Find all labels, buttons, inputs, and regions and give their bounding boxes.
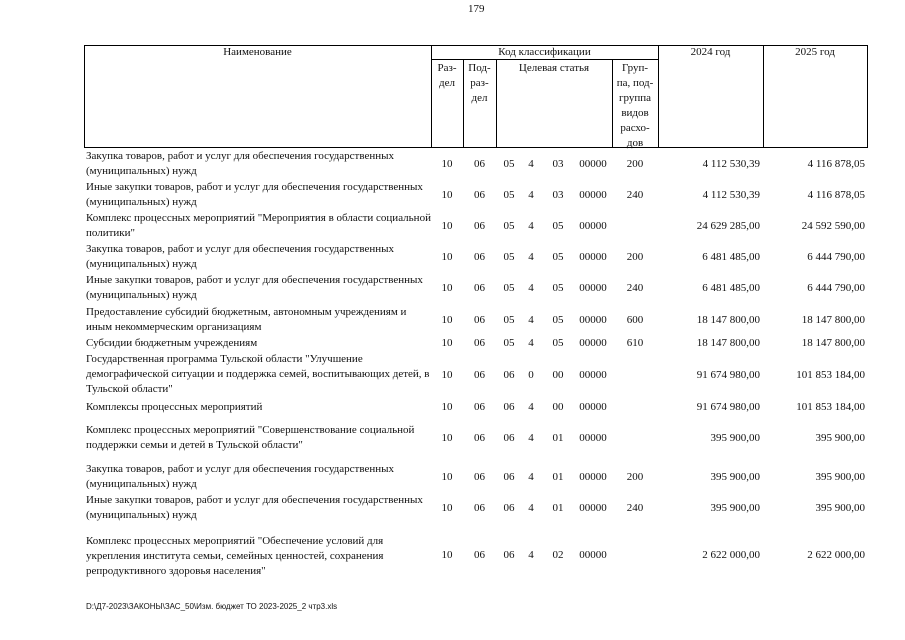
row-target-direction: 00000 bbox=[579, 549, 607, 561]
row-target-complex: 03 bbox=[552, 158, 564, 170]
header-podrazdel: Под- раз- дел bbox=[468, 62, 491, 104]
row-group: 240 bbox=[626, 189, 644, 201]
row-2024: 91 674 980,00 bbox=[696, 401, 760, 413]
row-razdel: 10 bbox=[441, 282, 453, 294]
row-target-program: 05 bbox=[503, 251, 515, 263]
row-target-direction: 00000 bbox=[579, 432, 607, 444]
col-divider-right bbox=[867, 45, 868, 147]
row-target-type: 4 bbox=[528, 471, 534, 483]
table-row bbox=[0, 305, 905, 335]
row-name: Закупка товаров, работ и услуг для обеспечения государственных (муниципальных) нужд bbox=[86, 243, 395, 270]
header-name: Наименование bbox=[223, 46, 292, 58]
row-2025: 24 592 590,00 bbox=[801, 220, 865, 232]
row-target-type: 4 bbox=[528, 251, 534, 263]
row-target-program: 06 bbox=[503, 369, 515, 381]
table-row bbox=[0, 211, 905, 241]
row-target-direction: 00000 bbox=[579, 251, 607, 263]
row-target-complex: 05 bbox=[552, 220, 564, 232]
col-divider-left bbox=[84, 45, 85, 147]
row-target-type: 4 bbox=[528, 432, 534, 444]
row-name: Комплекс процессных мероприятий "Мероприятия в области социальной политики" bbox=[86, 212, 431, 239]
table-row bbox=[0, 273, 905, 303]
header-2025: 2025 год bbox=[795, 46, 835, 58]
row-2025: 395 900,00 bbox=[815, 432, 865, 444]
row-2024: 24 629 285,00 bbox=[696, 220, 760, 232]
row-2025: 6 444 790,00 bbox=[807, 251, 865, 263]
row-target-complex: 03 bbox=[552, 189, 564, 201]
table-row bbox=[0, 242, 905, 272]
row-group: 240 bbox=[626, 502, 644, 514]
row-group: 200 bbox=[626, 251, 644, 263]
row-target-direction: 00000 bbox=[579, 337, 607, 349]
row-2025: 4 116 878,05 bbox=[807, 189, 865, 201]
row-2025: 395 900,00 bbox=[815, 502, 865, 514]
table-row bbox=[0, 180, 905, 210]
row-target-direction: 00000 bbox=[579, 471, 607, 483]
row-podrazdel: 06 bbox=[474, 401, 485, 413]
row-name: Иные закупки товаров, работ и услуг для обеспечения государственных (муниципальных) нужд bbox=[86, 274, 423, 301]
row-target-complex: 05 bbox=[552, 282, 564, 294]
row-razdel: 10 bbox=[441, 189, 453, 201]
row-target-type: 0 bbox=[528, 369, 534, 381]
row-podrazdel: 06 bbox=[474, 549, 485, 561]
row-name: Предоставление субсидий бюджетным, автономным учреждениям и иным некоммерческим организациям bbox=[86, 306, 407, 333]
table-row bbox=[0, 400, 905, 416]
col-divider-2024 bbox=[763, 45, 764, 147]
row-2025: 101 853 184,00 bbox=[796, 401, 865, 413]
row-name: Государственная программа Тульской области "Улучшение демографической ситуации и поддержка семей, воспитывающих детей, в Тульской области" bbox=[86, 353, 430, 395]
row-podrazdel: 06 bbox=[474, 220, 485, 232]
row-target-program: 05 bbox=[503, 282, 515, 294]
row-podrazdel: 06 bbox=[474, 158, 485, 170]
row-2024: 6 481 485,00 bbox=[702, 251, 760, 263]
row-target-direction: 00000 bbox=[579, 502, 607, 514]
row-podrazdel: 06 bbox=[474, 369, 485, 381]
row-group: 200 bbox=[626, 471, 644, 483]
row-target-type: 4 bbox=[528, 337, 534, 349]
row-2024: 6 481 485,00 bbox=[702, 282, 760, 294]
row-name: Комплекс процессных мероприятий "Обеспечение условий для укрепления института семьи, семейных ценностей, сохранения репродуктивного здоровья населения" bbox=[86, 535, 384, 577]
row-target-type: 4 bbox=[528, 549, 534, 561]
row-target-program: 06 bbox=[503, 432, 515, 444]
row-2024: 395 900,00 bbox=[710, 502, 760, 514]
row-target-type: 4 bbox=[528, 189, 534, 201]
row-2024: 4 112 530,39 bbox=[702, 189, 760, 201]
row-target-direction: 00000 bbox=[579, 158, 607, 170]
row-group: 600 bbox=[626, 314, 644, 326]
row-razdel: 10 bbox=[441, 401, 453, 413]
row-razdel: 10 bbox=[441, 432, 453, 444]
row-razdel: 10 bbox=[441, 502, 453, 514]
row-2025: 18 147 800,00 bbox=[801, 337, 865, 349]
row-target-direction: 00000 bbox=[579, 220, 607, 232]
page-number: 179 bbox=[468, 3, 485, 15]
row-podrazdel: 06 bbox=[474, 337, 485, 349]
row-group: 610 bbox=[626, 337, 644, 349]
table-row bbox=[0, 462, 905, 492]
row-podrazdel: 06 bbox=[474, 432, 485, 444]
row-razdel: 10 bbox=[441, 220, 453, 232]
row-2025: 395 900,00 bbox=[815, 471, 865, 483]
row-target-direction: 00000 bbox=[579, 369, 607, 381]
row-target-program: 06 bbox=[503, 549, 515, 561]
row-name: Иные закупки товаров, работ и услуг для обеспечения государственных (муниципальных) нужд bbox=[86, 181, 423, 208]
row-target-complex: 05 bbox=[552, 314, 564, 326]
table-row bbox=[0, 336, 905, 352]
header-2024: 2024 год bbox=[690, 46, 731, 58]
row-target-program: 06 bbox=[503, 502, 515, 514]
table-row bbox=[0, 149, 905, 179]
header-code-group: Код классификации bbox=[498, 46, 591, 58]
row-target-direction: 00000 bbox=[579, 189, 607, 201]
row-target-type: 4 bbox=[528, 502, 534, 514]
row-target-program: 06 bbox=[503, 471, 515, 483]
row-target-program: 05 bbox=[503, 337, 515, 349]
row-target-type: 4 bbox=[528, 282, 534, 294]
row-2024: 91 674 980,00 bbox=[696, 369, 760, 381]
row-target-program: 05 bbox=[503, 314, 515, 326]
row-2024: 18 147 800,00 bbox=[696, 314, 760, 326]
row-name: Комплексы процессных мероприятий bbox=[86, 401, 263, 413]
row-target-complex: 02 bbox=[552, 549, 564, 561]
row-name: Субсидии бюджетным учреждениям bbox=[86, 337, 258, 349]
row-target-type: 4 bbox=[528, 401, 534, 413]
row-podrazdel: 06 bbox=[474, 471, 485, 483]
row-podrazdel: 06 bbox=[474, 282, 485, 294]
header-razdel: Раз- дел bbox=[437, 62, 457, 89]
table-row bbox=[0, 423, 905, 453]
row-target-direction: 00000 bbox=[579, 314, 607, 326]
row-target-program: 05 bbox=[503, 158, 515, 170]
row-2024: 395 900,00 bbox=[710, 471, 760, 483]
row-target-complex: 01 bbox=[552, 432, 564, 444]
row-razdel: 10 bbox=[441, 337, 453, 349]
row-target-direction: 00000 bbox=[579, 401, 607, 413]
row-target-complex: 05 bbox=[552, 337, 564, 349]
row-podrazdel: 06 bbox=[474, 502, 485, 514]
row-2025: 101 853 184,00 bbox=[796, 369, 865, 381]
row-2024: 2 622 000,00 bbox=[702, 549, 760, 561]
row-podrazdel: 06 bbox=[474, 189, 485, 201]
row-target-program: 05 bbox=[503, 220, 515, 232]
row-2025: 4 116 878,05 bbox=[807, 158, 865, 170]
row-2025: 6 444 790,00 bbox=[807, 282, 865, 294]
row-target-direction: 00000 bbox=[579, 282, 607, 294]
header-group: Груп- па, под- группа видов расхо- дов bbox=[616, 62, 654, 149]
row-razdel: 10 bbox=[441, 251, 453, 263]
row-target-complex: 05 bbox=[552, 251, 564, 263]
row-target-type: 4 bbox=[528, 220, 534, 232]
row-2024: 4 112 530,39 bbox=[702, 158, 760, 170]
row-target-type: 4 bbox=[528, 158, 534, 170]
row-target-complex: 01 bbox=[552, 502, 564, 514]
header-target: Целевая статья bbox=[518, 62, 590, 74]
row-2025: 2 622 000,00 bbox=[807, 549, 865, 561]
row-name: Иные закупки товаров, работ и услуг для обеспечения государственных (муниципальных) нужд bbox=[86, 494, 423, 521]
footer-file-path: D:\Д7-2023\ЗАКОНЫ\ЗАС_50\Изм. бюджет ТО 2023-2025_2 чтр3.xls bbox=[86, 602, 338, 611]
row-target-program: 05 bbox=[503, 189, 515, 201]
row-2024: 395 900,00 bbox=[710, 432, 760, 444]
row-razdel: 10 bbox=[441, 471, 453, 483]
row-group: 240 bbox=[626, 282, 644, 294]
row-target-complex: 00 bbox=[552, 369, 564, 381]
row-podrazdel: 06 bbox=[474, 251, 485, 263]
row-name: Закупка товаров, работ и услуг для обеспечения государственных (муниципальных) нужд bbox=[86, 150, 395, 177]
row-target-type: 4 bbox=[528, 314, 534, 326]
row-target-program: 06 bbox=[503, 401, 515, 413]
row-podrazdel: 06 bbox=[474, 314, 485, 326]
table-row bbox=[0, 493, 905, 523]
row-target-complex: 00 bbox=[552, 401, 564, 413]
table-row bbox=[0, 352, 905, 397]
row-group: 200 bbox=[626, 158, 644, 170]
col-divider-group bbox=[658, 45, 659, 147]
row-razdel: 10 bbox=[441, 158, 453, 170]
row-2025: 18 147 800,00 bbox=[801, 314, 865, 326]
row-razdel: 10 bbox=[441, 314, 453, 326]
row-2024: 18 147 800,00 bbox=[696, 337, 760, 349]
row-name: Комплекс процессных мероприятий "Совершенствование социальной поддержки семьи и детей в Тульской области" bbox=[86, 424, 415, 451]
row-razdel: 10 bbox=[441, 369, 453, 381]
row-razdel: 10 bbox=[441, 549, 453, 561]
row-name: Закупка товаров, работ и услуг для обеспечения государственных (муниципальных) нужд bbox=[86, 463, 395, 490]
row-target-complex: 01 bbox=[552, 471, 564, 483]
header-bottom-border bbox=[84, 147, 868, 148]
table-row bbox=[0, 534, 905, 580]
